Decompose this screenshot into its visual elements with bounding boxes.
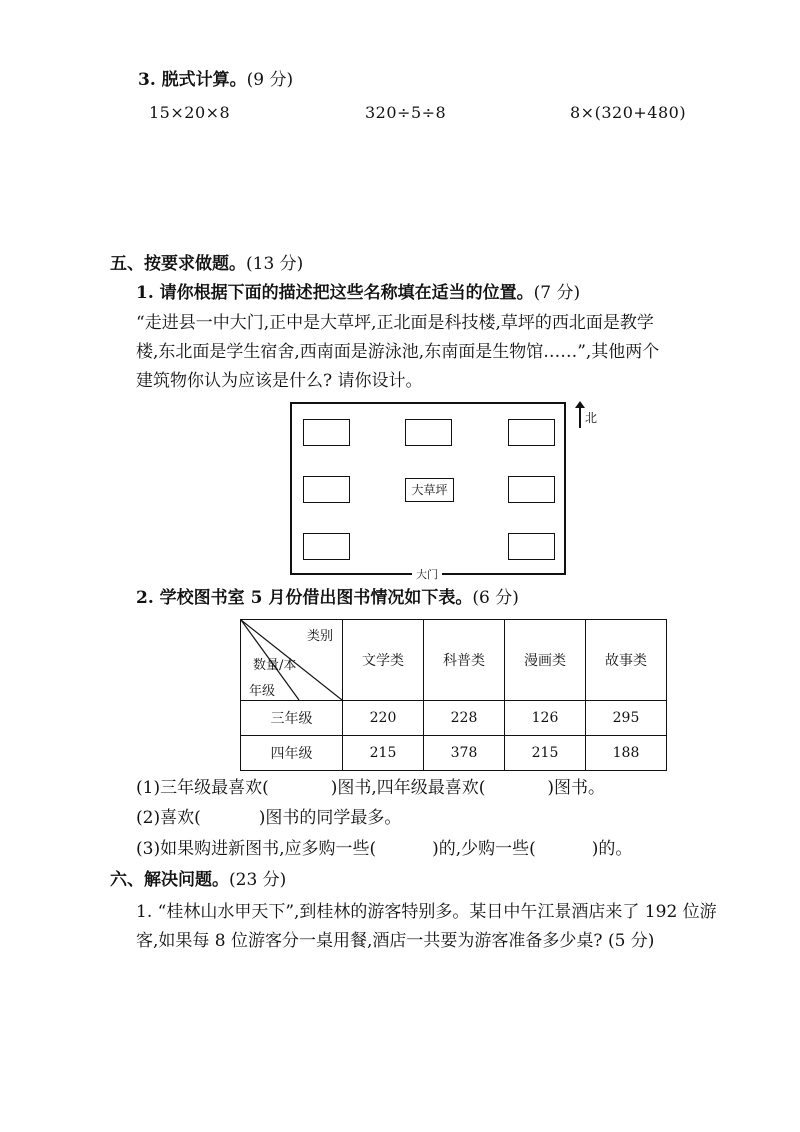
table-cell: 295 xyxy=(586,701,667,736)
sub2-part-b: )图书的同学最多。 xyxy=(258,808,402,828)
q3-title: 3. 脱式计算。 xyxy=(138,70,247,90)
table-cell: 220 xyxy=(343,701,424,736)
s5-q1-desc-line-1: “走进县一中大门,正中是大草坪,正北面是科技楼,草坪的西北面是教学 xyxy=(136,313,654,333)
sub3-part-b: )的,少购一些( xyxy=(432,839,536,859)
s6-q1-line-2: 客,如果每 8 位游客分一桌用餐,酒店一共要为游客准备多少桌? (5 分) xyxy=(136,931,655,951)
s6-q1-line-1: 1. “桂林山水甲天下”,到桂林的游客特别多。某日中午江景酒店来了 192 位游 xyxy=(136,902,717,922)
s5-q2-points: (6 分) xyxy=(472,588,519,608)
s5-q2-sub-1 xyxy=(136,780,605,797)
calc-expr-2: 320÷5÷8 xyxy=(365,103,447,122)
calc-expr-1: 15×20×8 xyxy=(149,103,231,122)
s5-q2-sub-2 xyxy=(136,810,401,827)
table-row xyxy=(241,701,667,736)
corner-label-grade: 年级 xyxy=(249,684,276,699)
col-header-stories: 故事类 xyxy=(586,620,667,701)
sub3-part-c: )的。 xyxy=(591,839,633,859)
sub3-part-a: (3)如果购进新图书,应多购一些( xyxy=(136,839,377,859)
q3-heading xyxy=(138,72,293,89)
s5-q2-sub-3 xyxy=(136,841,632,858)
s5-q1-title: 1. 请你根据下面的描述把这些名称填在适当的位置。 xyxy=(136,283,534,303)
map-slot-southwest[interactable] xyxy=(303,533,350,560)
campus-map xyxy=(290,402,566,581)
section6-title: 六、解决问题。 xyxy=(110,870,229,890)
map-slot-northeast[interactable] xyxy=(508,419,555,446)
sub1-part-b: )图书,四年级最喜欢( xyxy=(330,778,486,798)
sub1-part-c: )图书。 xyxy=(547,778,606,798)
sub1-part-a: (1)三年级最喜欢( xyxy=(136,778,269,798)
map-slot-northwest[interactable] xyxy=(303,419,350,446)
map-slot-east[interactable] xyxy=(508,476,555,503)
table-corner-cell xyxy=(241,620,343,701)
section6-heading xyxy=(110,872,286,889)
book-loan-table xyxy=(240,619,667,771)
map-slot-southeast[interactable] xyxy=(508,533,555,560)
s5-q1-desc-line-2: 楼,东北面是学生宿舍,西南面是游泳池,东南面是生物馆……”,其他两个 xyxy=(136,342,660,362)
table-row xyxy=(241,736,667,771)
corner-label-category: 类别 xyxy=(307,629,334,644)
s5-q2-title: 2. 学校图书室 5 月份借出图书情况如下表。 xyxy=(136,588,473,608)
table-cell: 126 xyxy=(505,701,586,736)
s5-q2-heading xyxy=(136,590,519,607)
map-center-lawn: 大草坪 xyxy=(405,478,454,502)
section5-heading xyxy=(110,256,303,273)
map-gate-label: 大门 xyxy=(412,568,442,582)
corner-label-quantity: 数量/本 xyxy=(253,658,297,673)
north-label: 北 xyxy=(585,411,598,425)
table-cell: 188 xyxy=(586,736,667,771)
row-label-grade4: 四年级 xyxy=(241,736,343,771)
map-slot-west[interactable] xyxy=(303,476,350,503)
row-label-grade3: 三年级 xyxy=(241,701,343,736)
section5-points: (13 分) xyxy=(246,254,304,274)
col-header-literature: 文学类 xyxy=(343,620,424,701)
col-header-comics: 漫画类 xyxy=(505,620,586,701)
table-cell: 378 xyxy=(424,736,505,771)
north-line xyxy=(579,404,581,428)
table-cell: 215 xyxy=(343,736,424,771)
calc-expr-3: 8×(320+480) xyxy=(570,103,687,122)
table-cell: 215 xyxy=(505,736,586,771)
col-header-science: 科普类 xyxy=(424,620,505,701)
map-slot-north[interactable] xyxy=(405,419,452,446)
table-header-row xyxy=(241,620,667,701)
section5-title: 五、按要求做题。 xyxy=(110,254,246,274)
table-cell: 228 xyxy=(424,701,505,736)
s5-q1-points: (7 分) xyxy=(533,283,581,303)
s5-q1-heading xyxy=(136,285,580,302)
q3-points: (9 分) xyxy=(246,70,294,90)
section6-points: (23 分) xyxy=(229,870,287,890)
sub2-part-a: (2)喜欢( xyxy=(136,808,201,828)
s5-q1-desc-line-3: 建筑物你认为应该是什么? 请你设计。 xyxy=(136,371,423,391)
